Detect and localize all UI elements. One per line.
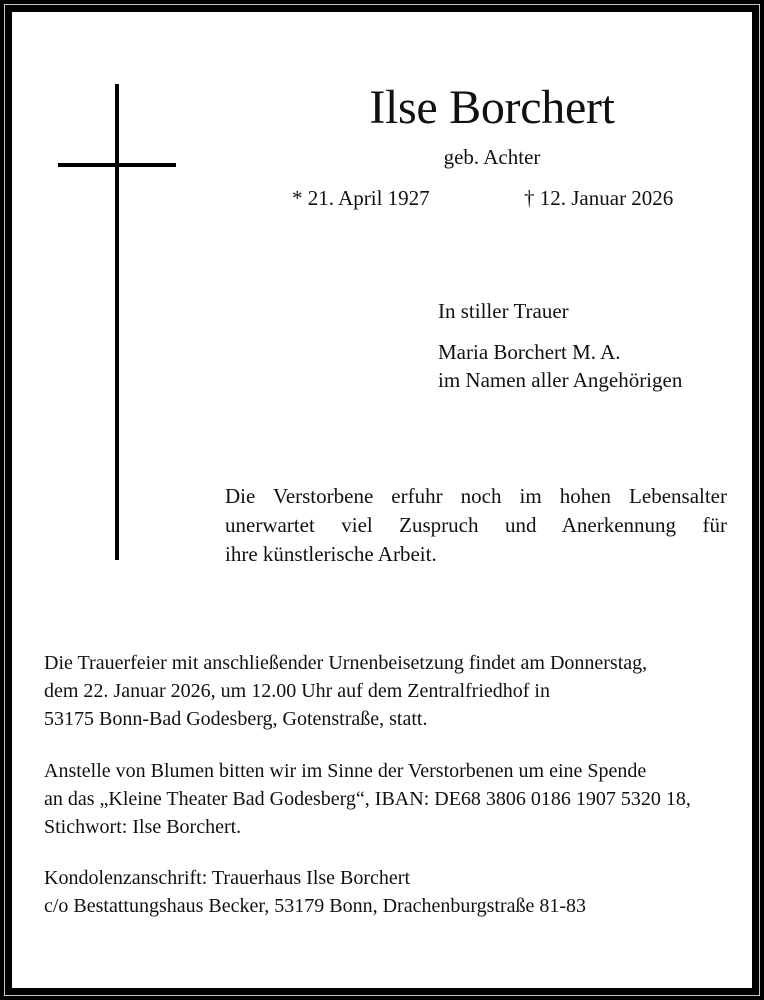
ceremony-line: Die Trauerfeier mit anschließender Urnenbeisetzung findet am Donnerstag, bbox=[44, 652, 648, 674]
condolence-line: c/o Bestattungshaus Becker, 53179 Bonn, Drachenburgstraße 81-83 bbox=[44, 895, 587, 917]
cross-icon bbox=[115, 84, 119, 560]
condolence-address bbox=[44, 864, 734, 920]
cross-icon-beam bbox=[58, 163, 176, 167]
ceremony-line: 53175 Bonn-Bad Godesberg, Gotenstraße, statt. bbox=[44, 708, 428, 730]
tribute-line: Die Verstorbene erfuhr noch im hohen Lebensalter bbox=[225, 484, 727, 508]
ceremony-line: dem 22. Januar 2026, um 12.00 Uhr auf dem Zentralfriedhof in bbox=[44, 680, 550, 702]
death-date-text: 12. Januar 2026 bbox=[539, 186, 674, 210]
tribute-line: unerwartet viel Zuspruch und Anerkennung für bbox=[225, 513, 727, 537]
deceased-name: Ilse Borchert bbox=[369, 81, 615, 134]
obituary-notice bbox=[12, 12, 752, 988]
signatory-name: Maria Borchert M. A. bbox=[438, 340, 621, 364]
maiden-name: geb. Achter bbox=[443, 145, 541, 169]
ceremony-info bbox=[44, 649, 734, 733]
donation-line: Stichwort: Ilse Borchert. bbox=[44, 816, 242, 838]
dagger-icon: † bbox=[524, 186, 535, 210]
death-date bbox=[524, 185, 673, 211]
mourning-line: In stiller Trauer bbox=[438, 299, 569, 323]
donation-line: Anstelle von Blumen bitten wir im Sinne der Verstorbenen um eine Spende bbox=[44, 760, 647, 782]
signatory-family: im Namen aller Angehörigen bbox=[438, 368, 683, 392]
donation-info bbox=[44, 757, 734, 841]
tribute-line: ihre künstlerische Arbeit. bbox=[225, 542, 437, 566]
tribute-text bbox=[225, 482, 727, 569]
condolence-line: Kondolenzanschrift: Trauerhaus Ilse Borchert bbox=[44, 867, 411, 889]
birth-date: * 21. April 1927 bbox=[292, 186, 430, 210]
donation-line: an das „Kleine Theater Bad Godesberg“, IBAN: DE68 3806 0186 1907 5320 18, bbox=[44, 788, 691, 810]
signatories bbox=[438, 338, 682, 394]
